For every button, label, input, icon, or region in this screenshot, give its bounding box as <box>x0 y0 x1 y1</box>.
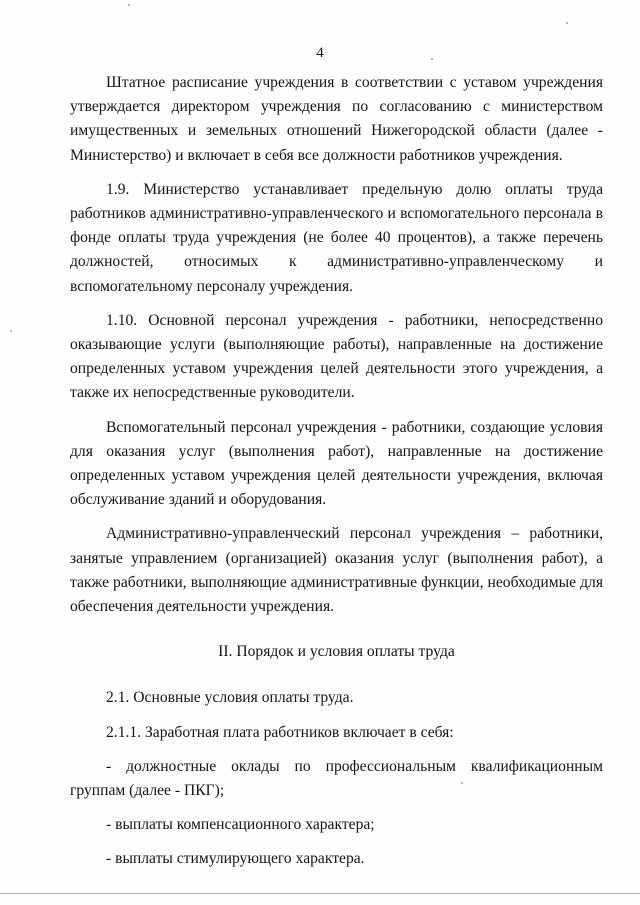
scan-speck <box>566 22 568 24</box>
paragraph-1-10: 1.10. Основной персонал учреждения - работники, непосредственно оказывающие услуги (выполняющие работы), направленные на достижение определенных уставом учреждения целей деятельности этого учреждения, а также их непосредственные руководители. <box>70 311 603 402</box>
paragraph-staff-schedule: Штатное расписание учреждения в соответствии с уставом учреждения утверждается директором учреждения по согласованию с министерством имущественных и земельных отношений Нижегородской области (далее - Министерство) и включает в себя все должности работников учреждения. <box>70 74 603 164</box>
paragraph-admin-staff: Административно-управленческий персонал учреждения – работники, занятые управлением (организацией) оказания услуг (выполнения работ), а также работники, выполняющие административные функции, необходимые для обеспечения деятельности учреждения. <box>70 525 603 616</box>
scan-speck <box>128 4 130 6</box>
paragraph-1-9: 1.9. Министерство устанавливает предельную долю оплаты труда работников административно-управленческого и вспомогательного персонала в фонде оплаты труда учреждения (не более 40 процентов), а также перечень должностей, относимых к административно-управленческому и вспомогательному персоналу учреждения. <box>70 180 603 295</box>
paragraph-support-staff: Вспомогательный персонал учреждения - работники, создающие условия для оказания услуг (выполнения работ), направленные на достижение определенных уставом учреждения целей деятельности учреждения, включая обслуживание зданий и оборудования. <box>70 418 603 509</box>
section-heading: II. Порядок и условия оплаты труда <box>218 643 455 661</box>
list-item-incentive: - выплаты стимулирующего характера. <box>106 850 365 868</box>
paragraph-2-1: 2.1. Основные условия оплаты труда. <box>106 689 354 707</box>
scan-edge-line <box>0 893 640 894</box>
scan-speck <box>431 58 433 60</box>
document-body <box>70 71 603 872</box>
page-number: 4 <box>316 45 324 61</box>
scan-speck <box>10 330 12 332</box>
paragraph-2-1-1: 2.1.1. Заработная плата работников включает в себя: <box>106 723 454 741</box>
list-item-compensation: - выплаты компенсационного характера; <box>106 816 375 834</box>
list-item-salaries: - должностные оклады по профессиональным квалификационным группам (далее - ПКГ); <box>70 757 603 800</box>
